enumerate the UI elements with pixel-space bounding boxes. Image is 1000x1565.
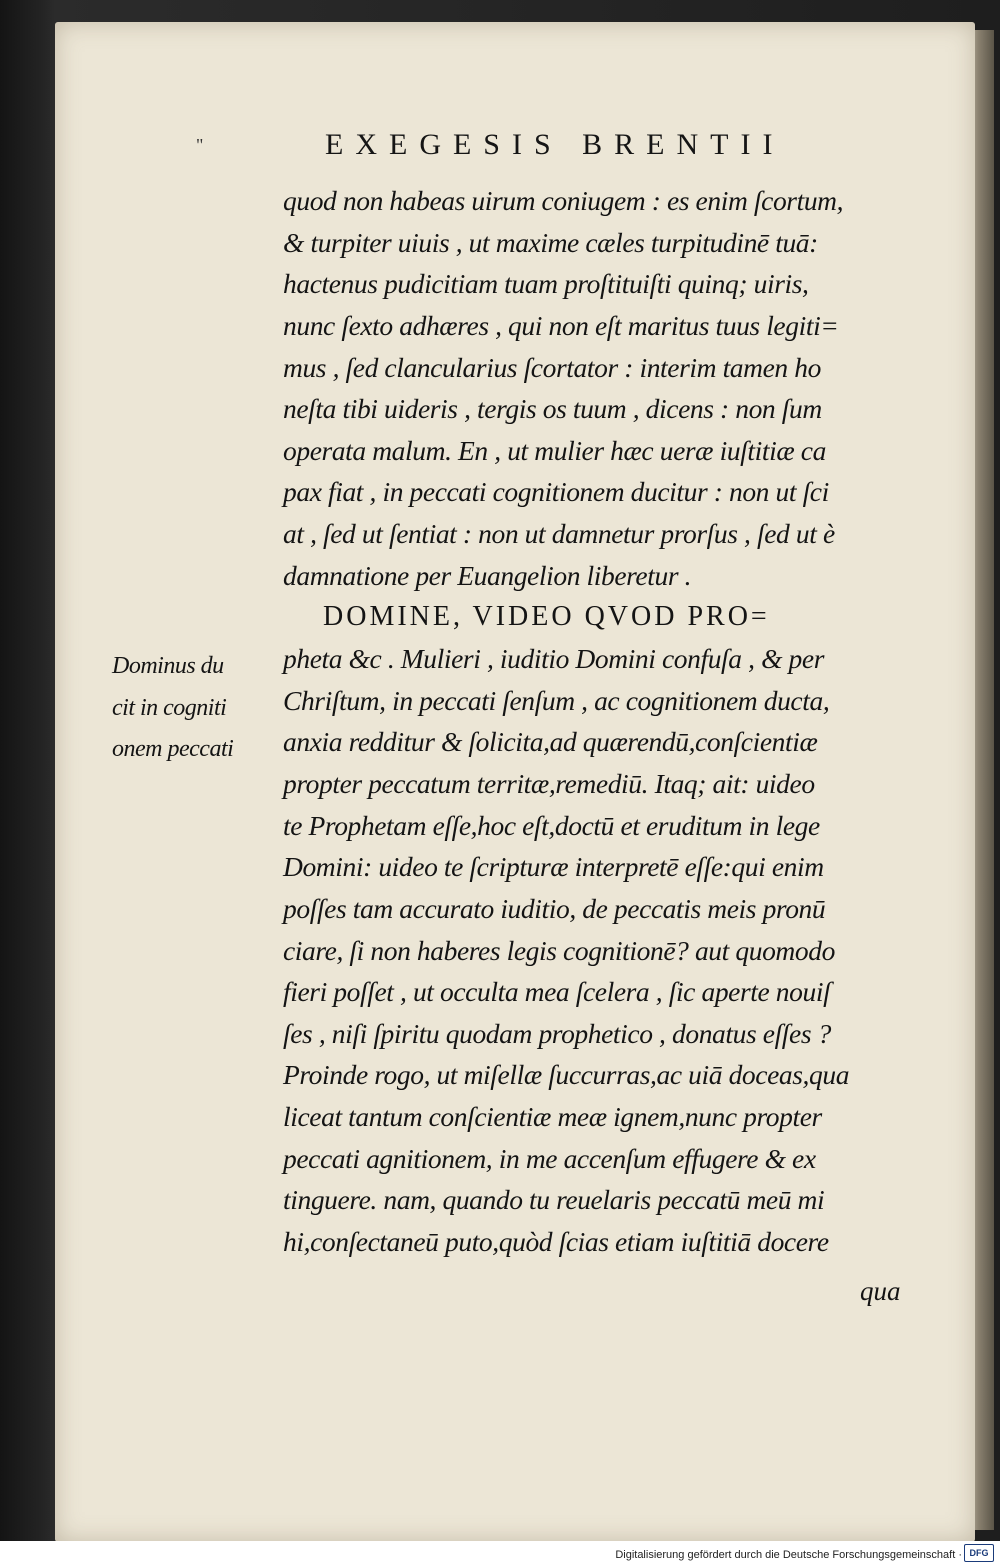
text-line: neſta tibi uideris , tergis os tuum , dicens : non ſum — [283, 393, 822, 425]
text-line: propter peccatum territæ,remediū. Itaq; ait: uideo — [283, 767, 815, 799]
header-title: EXEGESIS BRENTII — [325, 128, 785, 161]
text-line: quod non habeas uirum coniugem : es enim ſcortum, — [283, 185, 844, 216]
footer-strip — [0, 1541, 1000, 1565]
text-line: hi,conſectaneū puto,quòd ſcias etiam iuſtitiā docere — [283, 1226, 829, 1258]
body-text — [283, 180, 913, 1263]
marginal-note-line: onem peccati — [112, 736, 234, 763]
text-line: ſes , niſi ſpiritu quodam prophetico , donatus eſſes ? — [283, 1017, 831, 1049]
text-line: ciare, ſi non haberes legis cognitionē? aut quomodo — [283, 934, 835, 966]
text-line: tinguere. nam, quando tu reuelaris peccatū meū mi — [283, 1184, 825, 1216]
footer-credit-text: Digitalisierung gefördert durch die Deutsche Forschungsgemeinschaft · — [615, 1549, 962, 1561]
text-line: at , ſed ut ſentiat : non ut damnetur prorſus , ſed ut è — [283, 518, 835, 550]
text-line: Domini: uideo te ſcripturæ interpretē eſſe:qui enim — [283, 851, 824, 883]
text-line: operata malum. En , ut mulier hæc ueræ iuſtitiæ ca — [283, 434, 826, 466]
text-line: fieri poſſet , ut occulta mea ſcelera , ſic aperte nouiſ — [283, 976, 831, 1008]
text-line: hactenus pudicitiam tuam proſtituiſti quinq; uiris, — [283, 268, 809, 300]
text-line: pheta &c . Mulieri , iuditio Domini confuſa , & per — [283, 643, 825, 675]
dfg-logo-icon: DFG — [964, 1544, 994, 1562]
text-line: Proinde rogo, ut miſellæ ſuccurras,ac uiā doceas,qua — [283, 1059, 850, 1091]
text-line: anxia redditur & ſolicita,ad quærendū,conſcientiæ — [283, 726, 818, 758]
text-line: liceat tantum conſcientiæ meæ ignem,nunc propter — [283, 1101, 822, 1133]
text-line: peccati agnitionem, in me accenſum effugere & ex — [283, 1142, 816, 1174]
lemma-heading: DOMINE, VIDEO QVOD PRO= — [323, 601, 770, 633]
text-line: te Prophetam eſſe,hoc eſt,doctū et eruditum in lege — [283, 809, 820, 841]
marginal-note — [112, 646, 282, 771]
text-line: nunc ſexto adhæres , qui non eſt maritus tuus legiti= — [283, 309, 839, 341]
marginal-note-line: cit in cogniti — [112, 694, 227, 721]
text-line: & turpiter uiuis , ut maxime cæles turpitudinē tuā: — [283, 226, 818, 258]
text-line: poſſes tam accurato iuditio, de peccatis meis pronū — [283, 892, 826, 924]
page-mark: " — [196, 135, 204, 155]
text-line: pax fiat , in peccati cognitionem ducitur : non ut ſci — [283, 476, 829, 508]
text-line: damnatione per Euangelion liberetur . — [283, 559, 692, 591]
text-line: Chriſtum, in peccati ſenſum , ac cognitionem ducta, — [283, 684, 830, 716]
marginal-note-line: Dominus du — [112, 653, 224, 679]
catchword: qua — [860, 1276, 901, 1306]
text-line: mus , ſed clancularius ſcortator : interim tamen ho — [283, 351, 821, 383]
